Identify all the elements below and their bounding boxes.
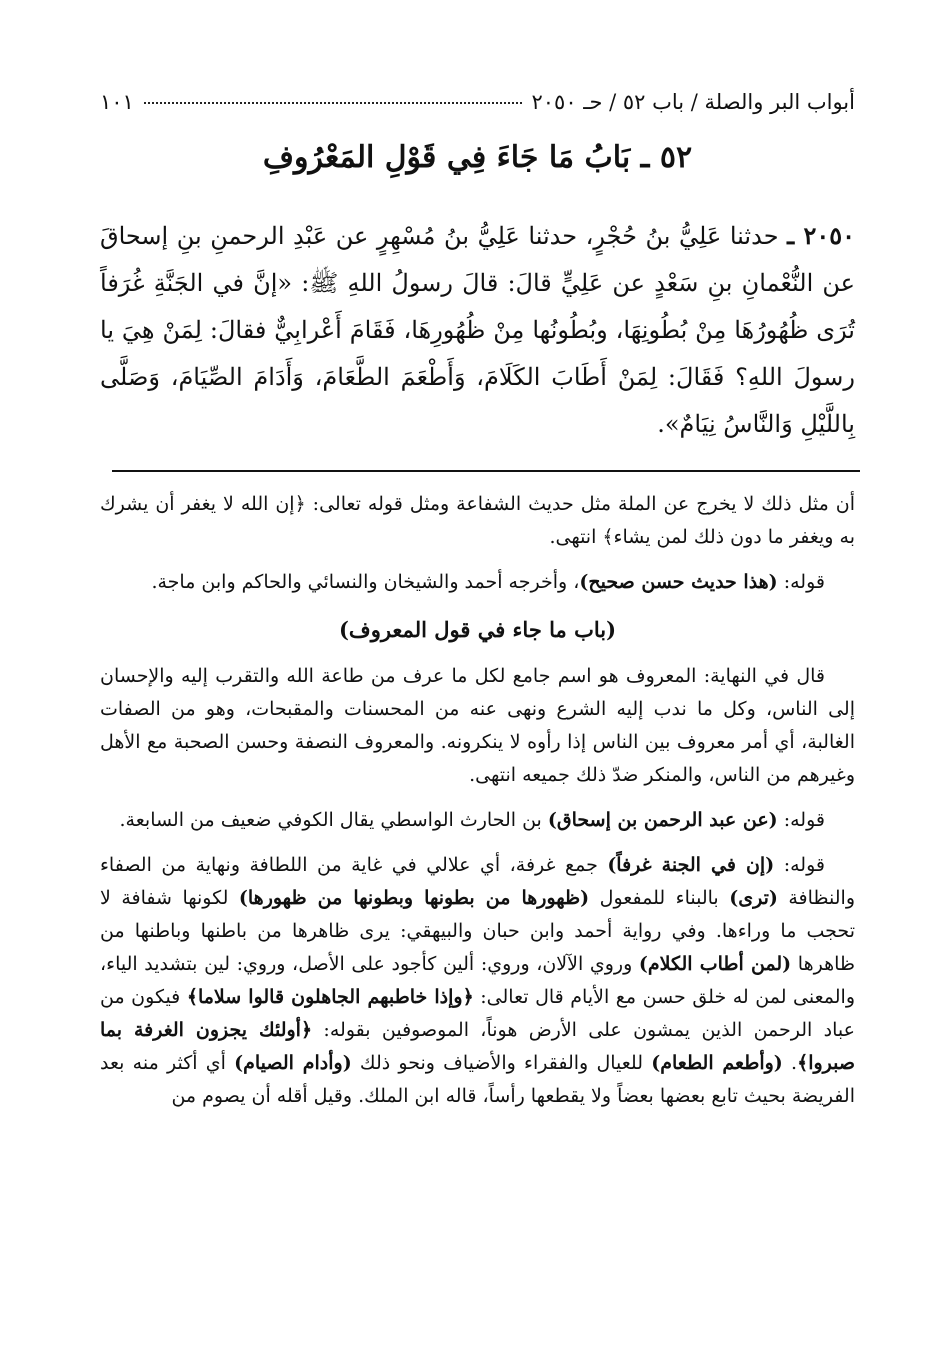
quoted-phrase: (ترى): [729, 887, 778, 909]
dot-leader: [144, 101, 522, 104]
page-number: ١٠١: [100, 90, 134, 114]
quoted-phrase: (ظهورها من بطونها وبطونها من ظهورها): [238, 887, 590, 909]
running-header: [100, 84, 855, 120]
quote-lead: قوله:: [774, 854, 825, 876]
quoted-phrase: (وأطعم الطعام): [651, 1052, 783, 1074]
quoted-phrase: (هذا حديث حسن صحيح): [579, 571, 778, 593]
commentary-text: بالبناء للمفعول: [589, 887, 730, 909]
section-subheading: (باب ما جاء في قول المعروف): [338, 617, 617, 642]
quoted-phrase: (وأدام الصيام): [234, 1052, 352, 1074]
quote-lead: قوله:: [777, 571, 825, 593]
footnote-divider: [112, 470, 860, 472]
commentary-text: فيكون من عباد الرحمن الذين يمشون على الأرض هوناً، الموصوفين بقوله:: [100, 986, 855, 1041]
commentary-paragraph: قال في النهاية: المعروف هو اسم جامع لكل ما عرف من طاعة الله والتقرب إليه والإحسان إلى الناس، وكل ما ندب إليه الشرع ونهى عنه من المحسنات والمقبحات، وهو من الصفات الغالبة، أي أمر معروف بين الناس إذا رأوه لا ينكرونه. والمعروف النصفة وحسن الصحبة مع الأهل وغيرهم من الناس، والمنكر ضدّ ذلك جميعه انتهى.: [100, 665, 855, 786]
chapter-title: ٥٢ ـ بَابُ مَا جَاءَ فِي قَوْلِ المَعْرُوفِ: [262, 140, 693, 175]
running-title: أبواب البر والصلة / باب ٥٢ / حـ ٢٠٥٠: [531, 90, 855, 114]
commentary-text: لكونها شفافة لا تحجب ما وراءها. وفي رواية أحمد وابن حبان والبيهقي: يرى ظاهرها من باطنها وباطنها من ظاهرها: [100, 887, 855, 975]
commentary-paragraph: أن مثل ذلك لا يخرج عن الملة مثل حديث الشفاعة ومثل قوله تعالى: ﴿إن الله لا يغفر أن يشرك به ويغفر ما دون ذلك لمن يشاء﴾ انتهى.: [100, 493, 855, 548]
commentary-text: جمع غرفة، أي علالي في غاية من اللطافة ونهاية من الصفاء والنظافة: [100, 854, 855, 909]
quote-lead: قوله:: [777, 809, 825, 831]
hadith-number: ٢٠٥٠ ـ: [787, 221, 856, 250]
commentary-text: للعيال والفقراء والأضياف ونحو ذلك: [351, 1052, 652, 1074]
commentary-text: .: [782, 1052, 798, 1074]
commentary-paragraph: [100, 849, 855, 1113]
quran-quote: ﴿وإذا خاطبهم الجاهلون قالوا سلاما﴾: [186, 986, 474, 1008]
commentary-paragraph: [100, 804, 855, 837]
commentary-paragraph: [100, 566, 855, 599]
commentary-text: بن الحارث الواسطي يقال الكوفي ضعيف من السابعة.: [119, 809, 548, 831]
hadith-text-block: [100, 212, 855, 448]
hadith-body: حدثنا عَلِيُّ بنُ حُجْرٍ، حدثنا عَلِيُّ بنُ مُسْهِرٍ عن عَبْدِ الرحمنِ بنِ إسحاقَ عن النُّعْمانِ بنِ سَعْدٍ عن عَلِيٍّ قالَ: قالَ رسولُ اللهِ ﷺ: «إنَّ في الجَنَّةِ غُرَفاً تُرَى ظُهُورُهَا مِنْ بُطُونِهَا، وبُطُونُها مِنْ ظُهُورِهَا، فَقَامَ أَعْرابِيٌّ فقالَ: لِمَنْ هِيَ يا رسولَ اللهِ؟ فَقَالَ: لِمَنْ أَطَابَ الكَلَامَ، وَأَطْعَمَ الطَّعَامَ، وَأَدَامَ الصِّيَامَ، وَصَلَّى بِاللَّيْلِ وَالنَّاسُ نِيَامٌ».: [100, 222, 855, 438]
quran-quote: ﴿أولئك يجزون الغرفة بما صبروا﴾: [100, 1019, 855, 1074]
commentary-block: [100, 488, 855, 1125]
commentary-text: أي أكثر منه بعد الفريضة بحيث تابع بعضها بعضاً ولا يقطعها رأساً، قاله ابن الملك. وقيل أقله أن يصوم من: [100, 1052, 855, 1107]
quoted-phrase: (عن عبد الرحمن بن إسحاق): [547, 809, 778, 831]
commentary-text: وروي الآلان، وروي: ألين كأجود على الأصل، وروي: لين بتشديد الياء، والمعنى لمن له خلق حسن مع الأيام قال تعالى:: [100, 953, 856, 1008]
quoted-phrase: (إن في الجنة غرفاً): [607, 854, 775, 876]
quoted-phrase: (لمن أطاب الكلام): [638, 953, 792, 975]
commentary-text: ، وأخرجه أحمد والشيخان والنسائي والحاكم وابن ماجة.: [151, 571, 580, 593]
